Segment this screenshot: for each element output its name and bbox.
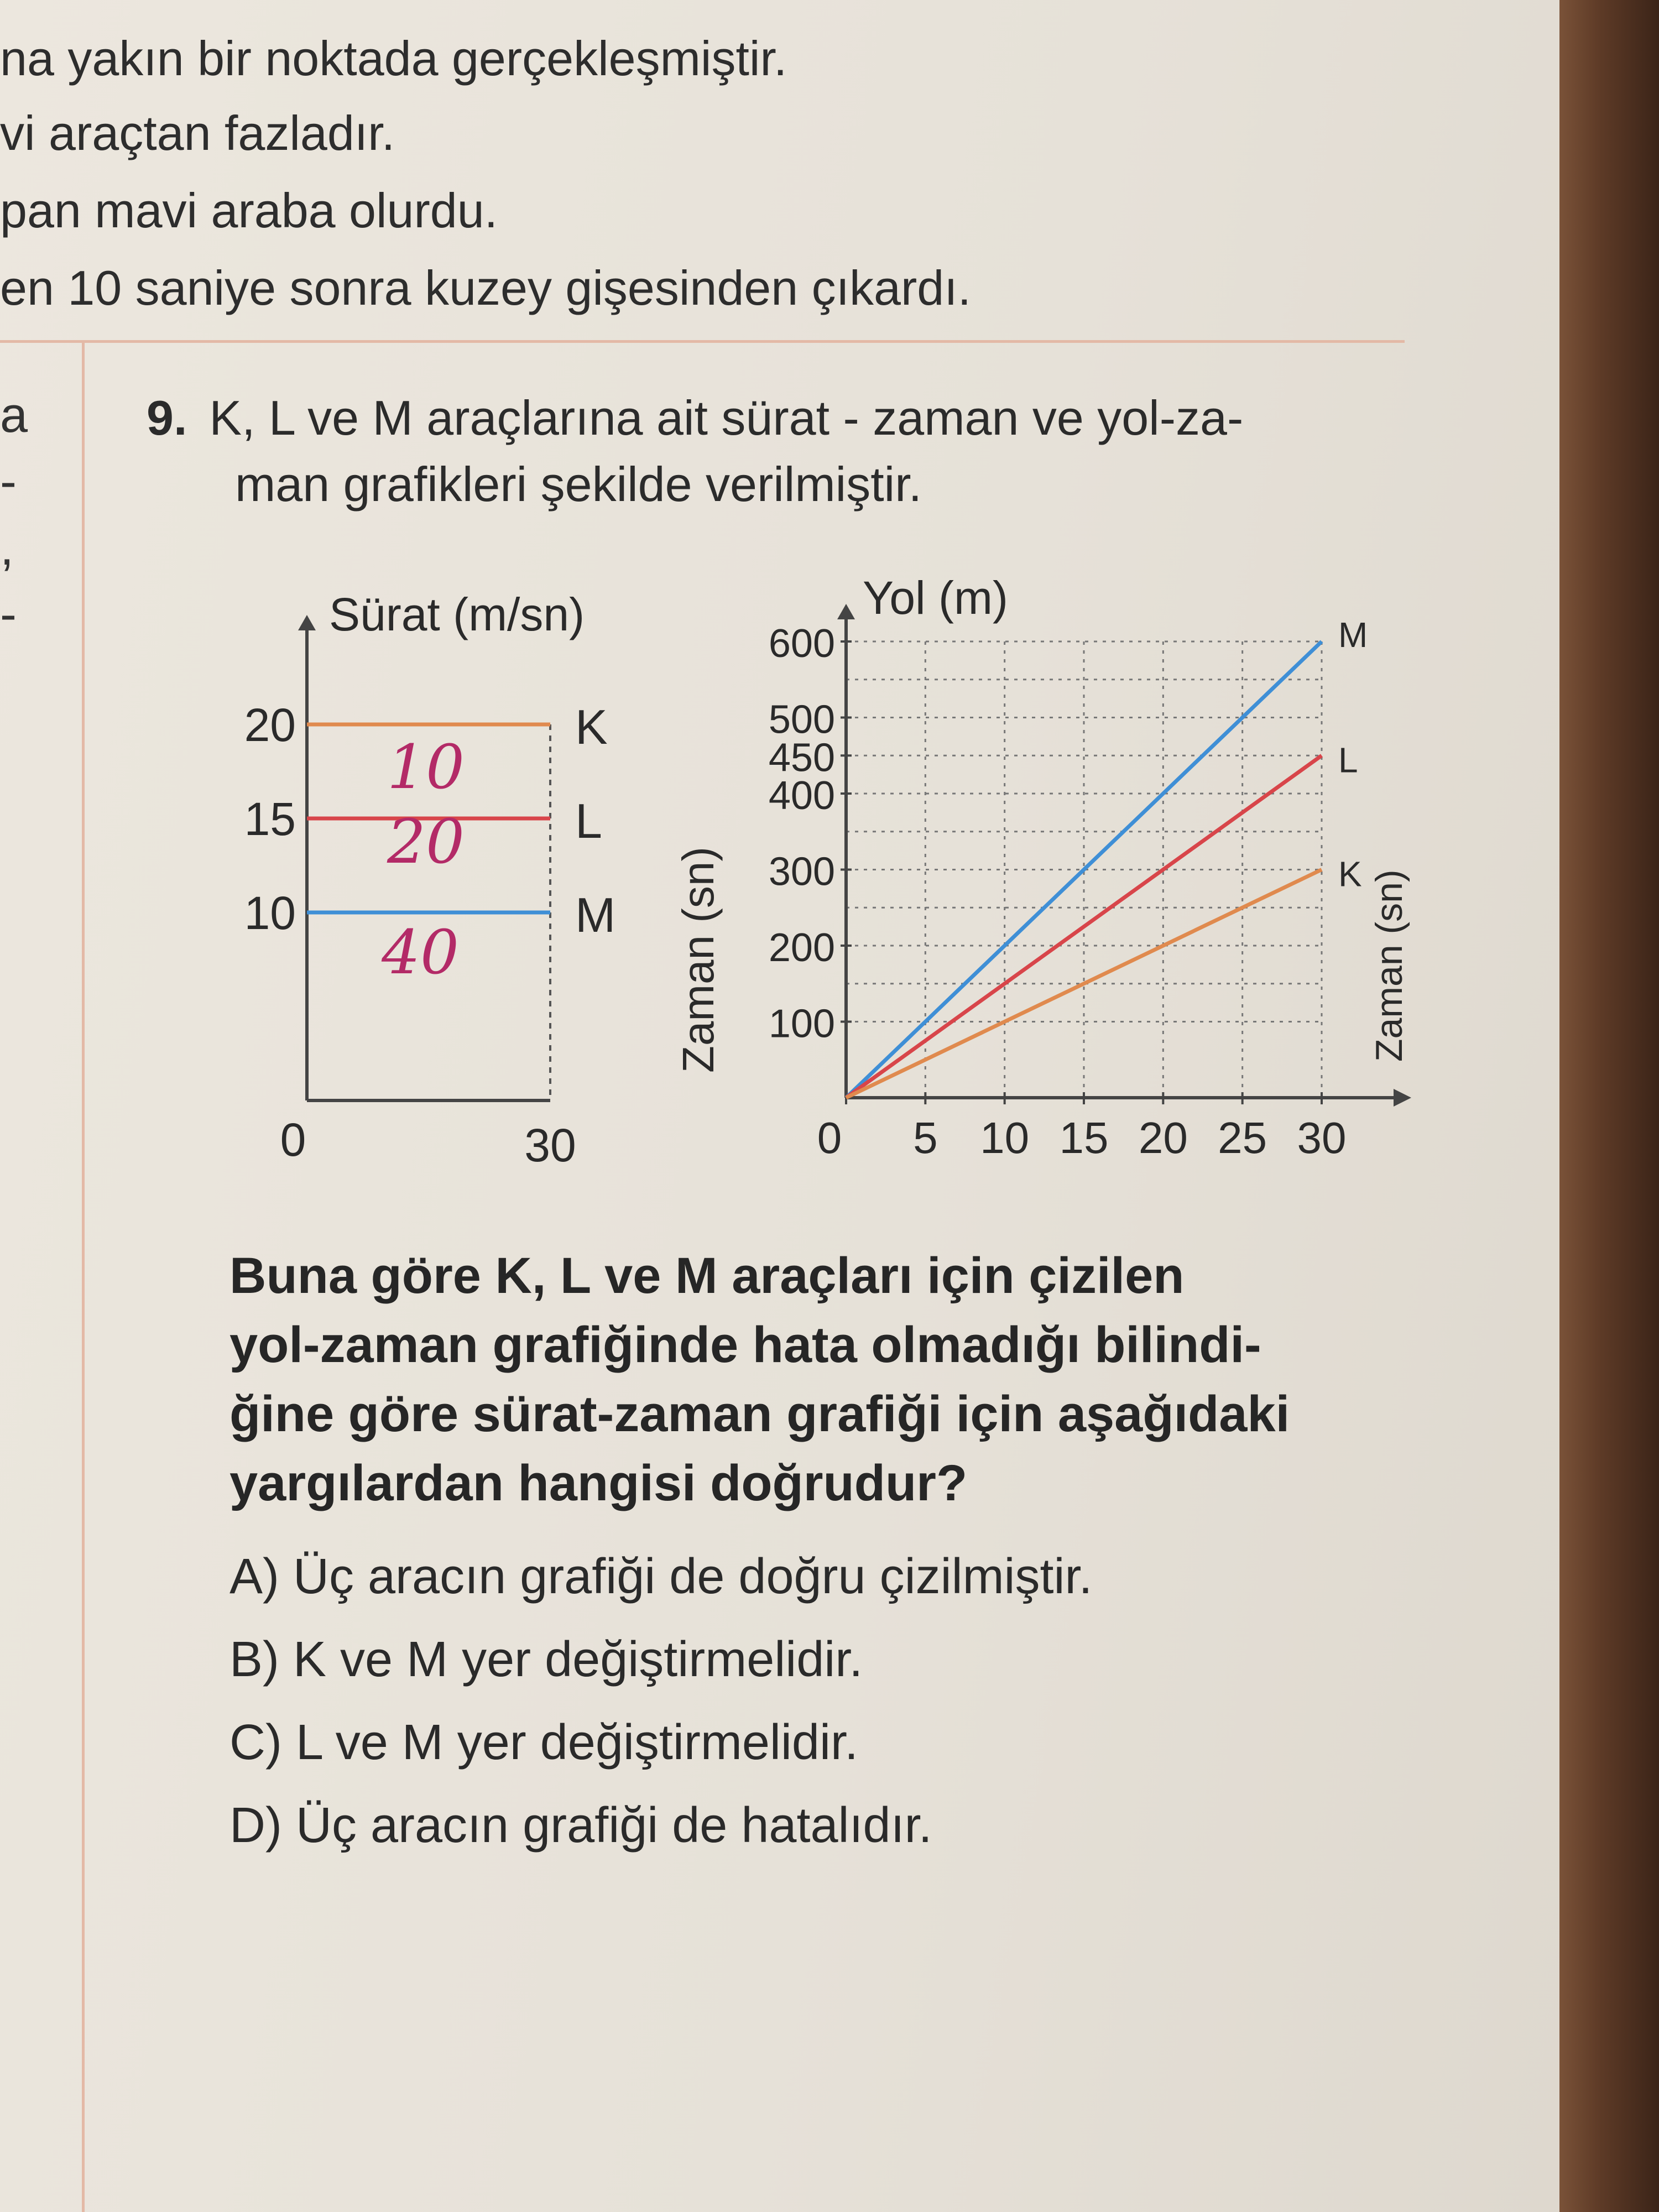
dist-y-tick-450: 450	[768, 735, 835, 780]
dist-y-arrow	[837, 604, 855, 619]
previous-text-line-1: na yakın bir noktada gerçekleşmiştir.	[0, 31, 787, 86]
dist-y-tick-200: 200	[768, 926, 835, 970]
dist-y-tick-600: 600	[768, 622, 835, 666]
distance-time-chart	[674, 572, 1411, 1162]
speed-y-tick-15: 15	[244, 793, 296, 845]
speed-time-chart	[244, 588, 616, 1171]
option-b[interactable]: B) K ve M yer değiştirmelidir.	[229, 1632, 863, 1687]
dist-y-tick-300: 300	[768, 849, 835, 894]
dist-x-tick-20: 20	[1138, 1113, 1188, 1162]
question-number: 9.	[147, 390, 187, 445]
dist-line-L	[846, 755, 1322, 1098]
question-stem-1: K, L ve M araçlarına ait sürat - zaman ve yol-za-	[209, 390, 1244, 445]
dist-series-label-M: M	[1338, 615, 1368, 655]
ask-line-4: yargılardan hangisi doğrudur?	[229, 1455, 968, 1511]
speed-y-label: Sürat (m/sn)	[329, 588, 585, 640]
dist-y-tick-500: 500	[768, 697, 835, 742]
margin-mark-2: -	[0, 454, 17, 509]
option-d[interactable]: D) Üç aracın grafiği de hatalıdır.	[229, 1798, 932, 1853]
option-c[interactable]: C) L ve M yer değiştirmelidir.	[229, 1715, 858, 1770]
speed-y-tick-10: 10	[244, 887, 296, 939]
speed-y-tick-20: 20	[244, 699, 296, 751]
option-a[interactable]: A) Üç aracın grafiği de doğru çizilmiştir.	[229, 1549, 1093, 1604]
dist-y-tick-100: 100	[768, 1001, 835, 1046]
ask-line-3: ğine göre sürat-zaman grafiği için aşağıdaki	[229, 1386, 1290, 1442]
handwritten-note-3: 40	[382, 917, 459, 988]
ask-line-2: yol-zaman grafiğinde hata olmadığı bilindi-	[229, 1317, 1261, 1373]
dist-x-tick-10: 10	[980, 1113, 1030, 1162]
speed-series-label-M: M	[575, 888, 616, 942]
speed-x-tick-30: 30	[524, 1119, 576, 1171]
dist-x-tick-25: 25	[1218, 1113, 1267, 1162]
previous-text-line-4: en 10 saniye sonra kuzey gişesinden çıkardı.	[0, 260, 972, 315]
margin-mark-1: a	[0, 388, 28, 443]
dist-y-label: Yol (m)	[863, 572, 1008, 624]
dist-series-label-K: K	[1338, 854, 1362, 894]
previous-text-line-2: vi araçtan fazladır.	[0, 106, 395, 160]
margin-mark-4: -	[0, 587, 17, 642]
ask-line-1: Buna göre K, L ve M araçları için çizilen	[229, 1248, 1185, 1304]
margin-mark-3: ,	[0, 520, 14, 576]
handwritten-note-2: 20	[387, 806, 465, 877]
dist-x-arrow	[1394, 1089, 1411, 1107]
dist-x-tick-5: 5	[913, 1113, 938, 1162]
speed-x-tick-0: 0	[280, 1114, 306, 1166]
dist-x-tick-30: 30	[1297, 1113, 1347, 1162]
previous-text-line-3: pan mavi araba olurdu.	[0, 183, 498, 238]
handwritten-note-1: 10	[387, 732, 465, 802]
dist-x-tick-15: 15	[1059, 1113, 1109, 1162]
speed-series-label-K: K	[575, 700, 608, 754]
handwritten-notes	[381, 732, 465, 988]
dist-series-label-L: L	[1338, 740, 1358, 780]
question-stem-2: man grafikleri şekilde verilmiştir.	[235, 457, 922, 512]
speed-y-arrow	[298, 615, 316, 630]
dist-x-label: Zaman (sn)	[1368, 869, 1410, 1062]
dist-x-tick-0: 0	[817, 1113, 842, 1162]
speed-x-label: Zaman (sn)	[674, 847, 723, 1073]
speed-series-label-L: L	[575, 794, 602, 848]
dist-y-tick-400: 400	[768, 774, 835, 818]
